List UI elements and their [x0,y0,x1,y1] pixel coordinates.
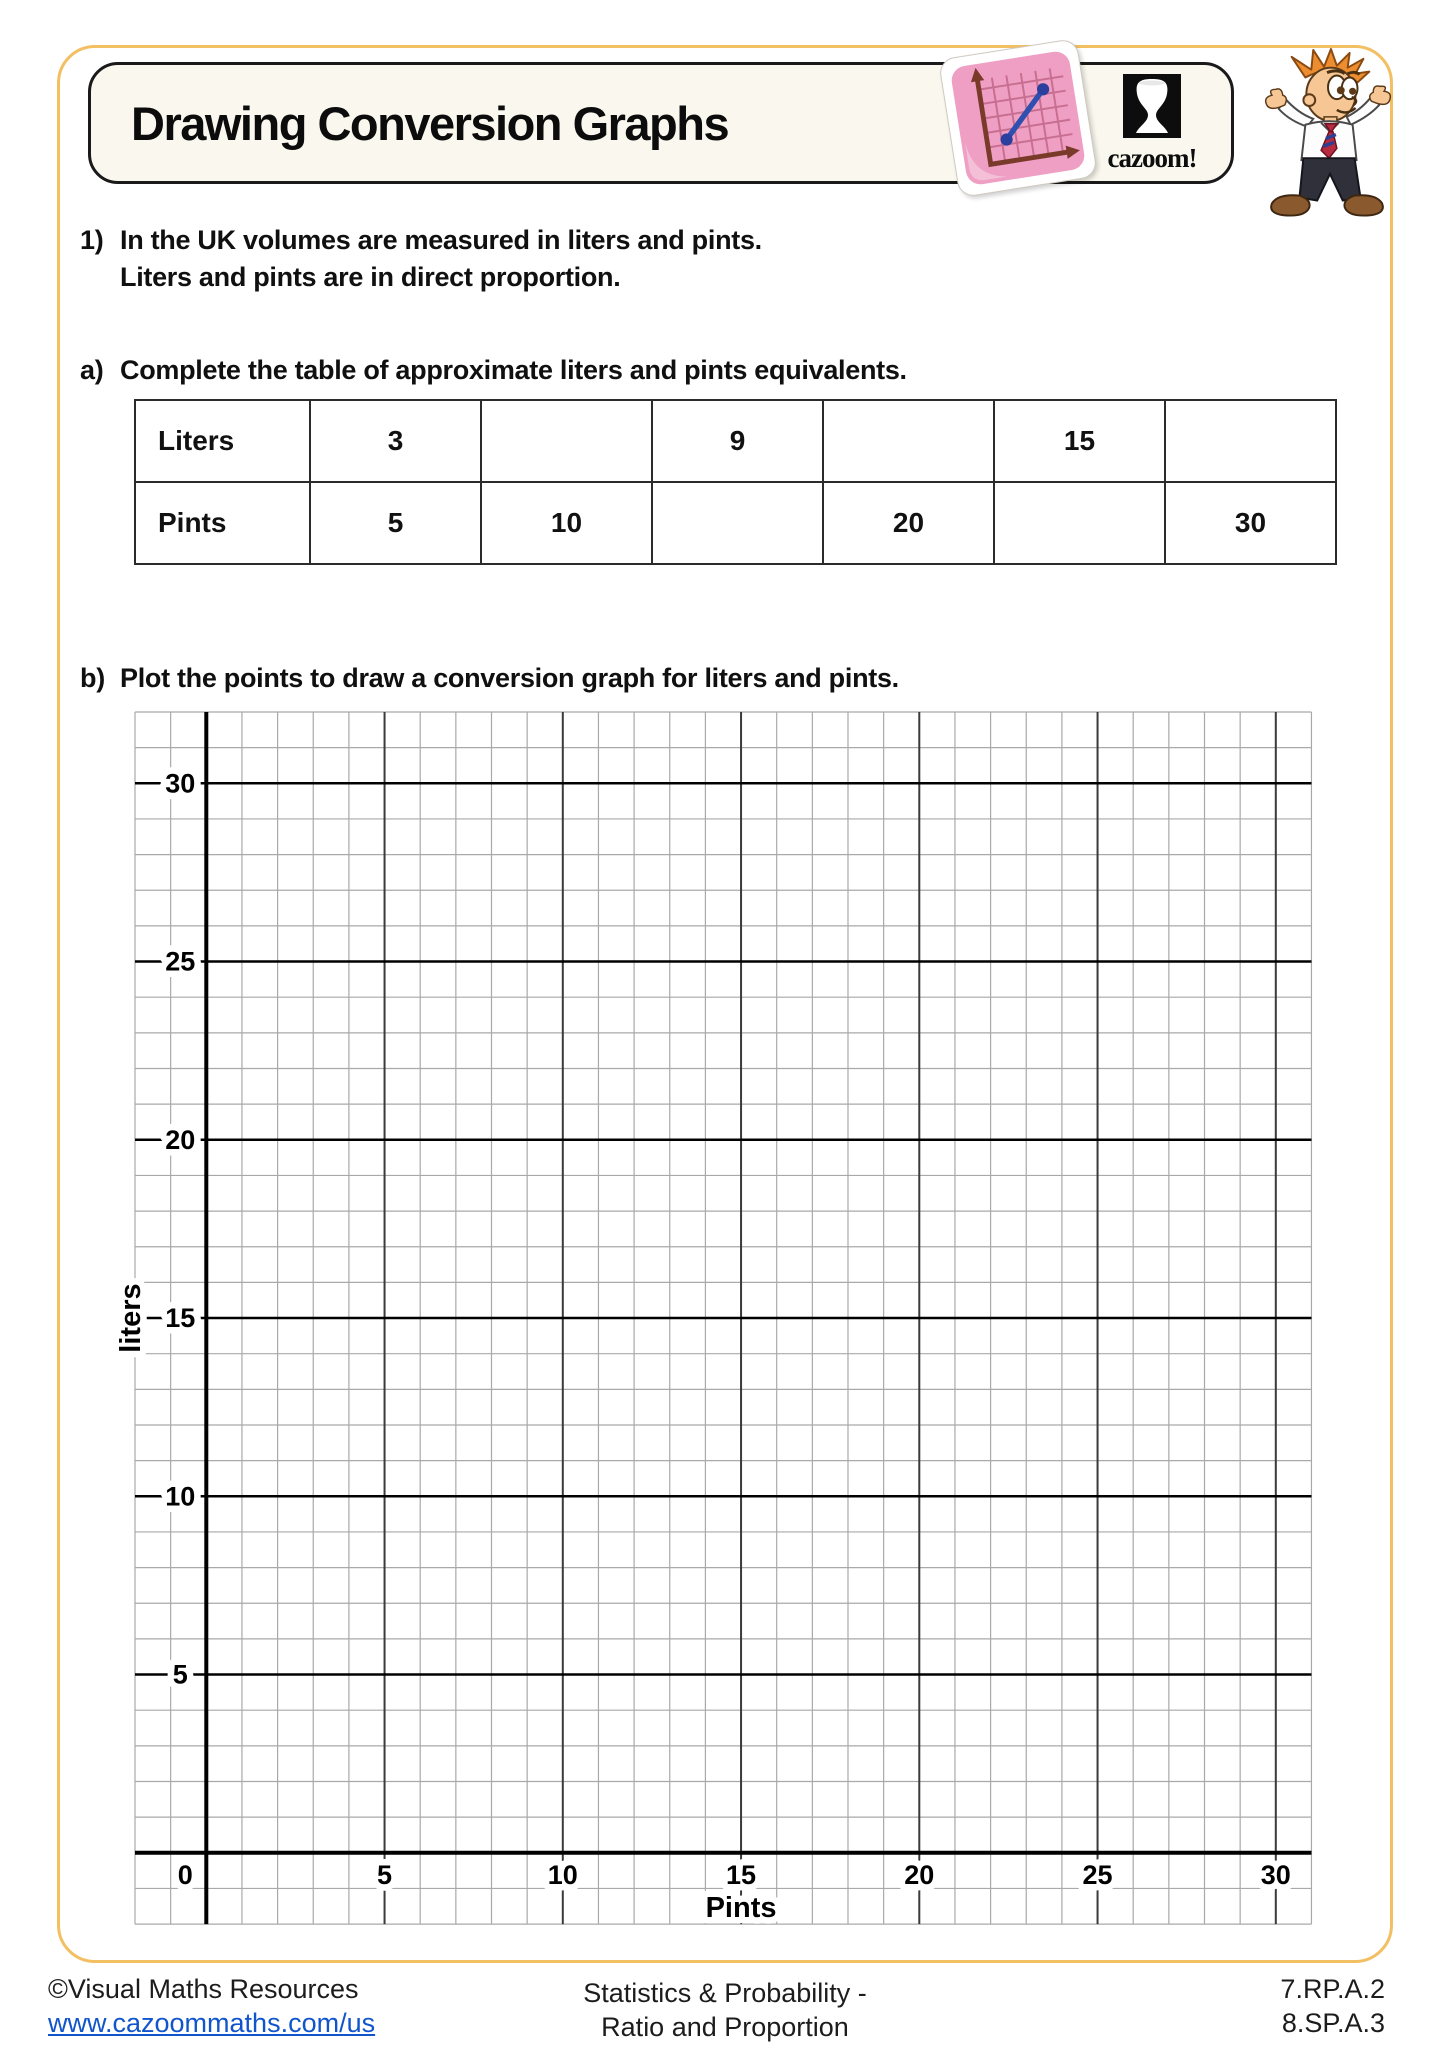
footer-topic-line1: Statistics & Probability - [583,1978,867,2008]
svg-text:Pints: Pints [705,1892,777,1925]
table-cell: 9 [652,400,823,482]
part-b-label: b) [80,663,105,693]
part-a-label: a) [80,355,104,385]
cazoom-logo-icon [1123,74,1181,138]
svg-text:15: 15 [726,1859,757,1890]
footer-left [48,1972,375,2040]
table-row-pints [135,482,1336,564]
svg-text:0: 0 [177,1859,193,1890]
svg-text:liters: liters [115,1283,147,1353]
copyright-text: ©Visual Maths Resources [48,1974,359,2004]
teacher-character-illustration [1252,48,1404,230]
conversion-graph[interactable] [70,700,1360,1940]
answer-cell[interactable] [994,482,1165,564]
page-title: Drawing Conversion Graphs [131,96,729,150]
svg-text:15: 15 [165,1303,196,1334]
svg-text:20: 20 [165,1124,196,1155]
part-a [80,352,907,389]
footer-codes [1180,1972,1385,2040]
question-1 [80,222,762,296]
svg-text:10: 10 [547,1859,578,1890]
footer-topic-line2: Ratio and Proportion [601,2012,849,2042]
table-cell: 15 [994,400,1165,482]
table-row-header-pints: Pints [135,482,310,564]
table-row-liters [135,400,1336,482]
table-row-header-liters: Liters [135,400,310,482]
standard-code-1: 7.RP.A.2 [1280,1974,1385,2004]
part-a-text: Complete the table of approximate liters and pints equivalents. [120,355,907,385]
answer-cell[interactable] [652,482,823,564]
table-cell: 3 [310,400,481,482]
svg-text:5: 5 [172,1659,188,1690]
cazoom-logo-text: cazoom! [1107,143,1197,173]
table-cell: 5 [310,482,481,564]
graph-icon [948,48,1088,188]
website-link[interactable]: www.cazoommaths.com/us [48,2008,376,2038]
table-cell: 10 [481,482,652,564]
part-b [80,660,899,697]
question-intro [120,222,762,296]
answer-cell[interactable] [823,400,994,482]
answer-cell[interactable] [481,400,652,482]
svg-text:25: 25 [1082,1859,1113,1890]
question-intro-line1: In the UK volumes are measured in liters and pints. [120,225,762,255]
table-cell: 20 [823,482,994,564]
answer-cell[interactable] [1165,400,1336,482]
svg-text:30: 30 [1260,1859,1291,1890]
standard-code-2: 8.SP.A.3 [1281,2008,1385,2038]
svg-text:10: 10 [165,1481,196,1512]
table-cell: 30 [1165,482,1336,564]
svg-text:5: 5 [377,1859,393,1890]
part-b-text: Plot the points to draw a conversion graph for liters and pints. [120,663,899,693]
question-intro-line2: Liters and pints are in direct proportion. [120,262,621,292]
svg-text:25: 25 [165,946,196,977]
svg-text:20: 20 [904,1859,935,1890]
cazoom-logo [1096,74,1208,174]
graph-icon-card [938,38,1098,198]
svg-text:30: 30 [165,768,196,799]
question-number: 1) [80,225,104,255]
footer-center [500,1976,950,2044]
conversion-table [134,399,1337,565]
